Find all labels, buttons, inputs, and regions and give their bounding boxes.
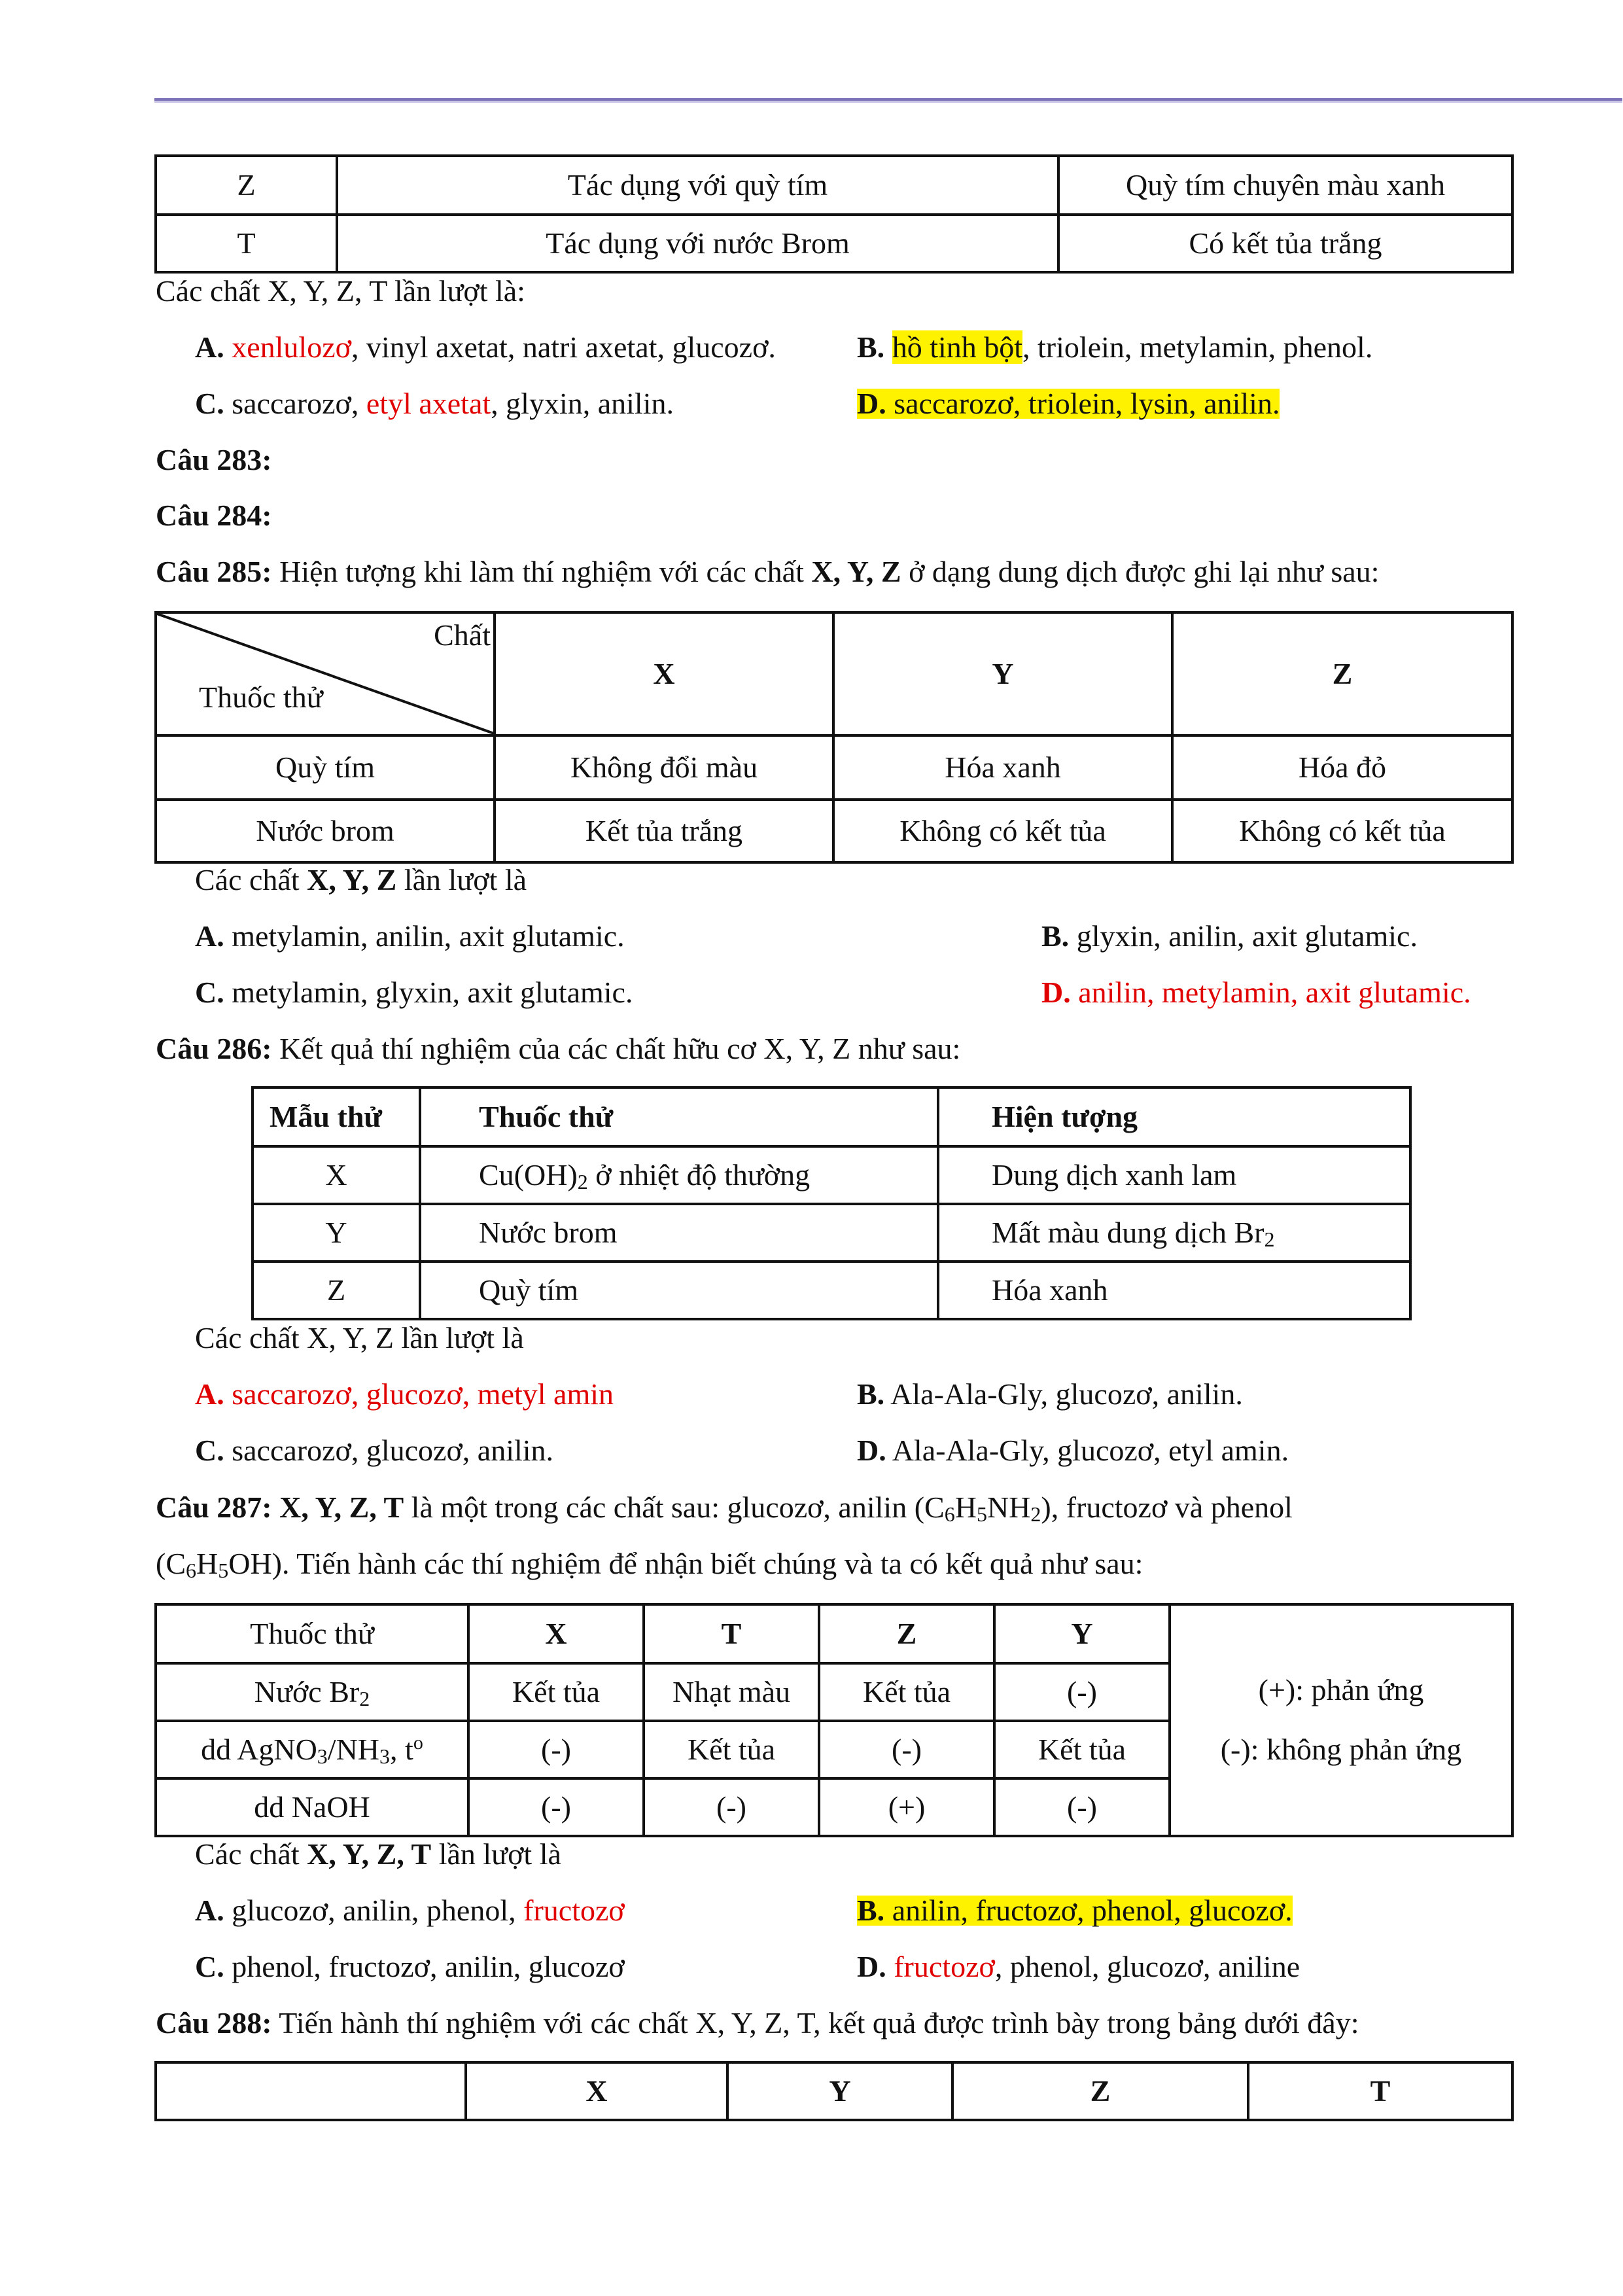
q285-table (154, 611, 1514, 864)
header-cell: Thuốc thử (420, 1087, 938, 1146)
option-text: , glyxin, anilin. (491, 387, 674, 420)
cell-sup: o (413, 1731, 423, 1754)
table-header-row (253, 1087, 1410, 1146)
option-red-text: fructozơ (886, 1950, 995, 1983)
question-stem (195, 865, 527, 895)
stem-bold: X, Y, Z, T (307, 1837, 432, 1871)
intro-text: H (954, 1491, 977, 1524)
option-key: B. (1041, 919, 1070, 953)
option-highlight-text: hồ tinh bột (892, 330, 1023, 364)
header-cell: Y (833, 612, 1172, 735)
header-cell: Y (994, 1604, 1170, 1663)
header-cell: Thuốc thử (156, 1604, 468, 1663)
option-text: glyxin, anilin, axit glutamic. (1069, 919, 1418, 953)
table-cell: (-) (644, 1778, 819, 1836)
table-cell: Z (253, 1262, 420, 1319)
question-title: Câu 285: (156, 555, 272, 588)
header-cell: X (466, 2062, 727, 2120)
q286-table (251, 1086, 1412, 1320)
table-row (253, 1262, 1410, 1319)
option-red-text: fructozơ (523, 1894, 625, 1927)
header-cell: Hiện tượng (938, 1087, 1410, 1146)
table-cell: dd NaOH (156, 1778, 468, 1836)
option-key: D. (1041, 976, 1071, 1009)
intro-text: là một trong các chất sau: glucozơ, anilin (C (404, 1491, 945, 1524)
cell-text: /NH (327, 1732, 380, 1766)
option-key: A. (195, 1894, 224, 1927)
table-cell: Quỳ tím chuyên màu xanh (1058, 156, 1512, 215)
question-title: Câu 286: (156, 1032, 272, 1065)
q288-table (154, 2061, 1514, 2121)
option-c (195, 1952, 625, 1982)
table-header-row (156, 612, 1512, 735)
option-text: glucozơ, anilin, phenol, (224, 1894, 524, 1927)
table-row (156, 215, 1512, 272)
option-text: saccarozơ, triolein, lysin, anilin. (894, 387, 1280, 420)
option-key: C. (195, 1434, 224, 1467)
option-key: D. (857, 1950, 886, 1983)
intro-text: Tiến hành thí nghiệm với các chất X, Y, Z, T, kết quả được trình bày trong bảng dưới đây: (271, 2006, 1359, 2040)
cell-sub: 2 (1264, 1227, 1275, 1251)
table-row (253, 1146, 1410, 1204)
table-cell: Nhạt màu (644, 1663, 819, 1721)
cell-text: dd AgNO (201, 1732, 317, 1766)
header-cell: X (495, 612, 833, 735)
table-row (156, 735, 1512, 800)
option-text: metylamin, glyxin, axit glutamic. (224, 976, 633, 1009)
table-cell: Dung dịch xanh lam (938, 1146, 1410, 1204)
header-cell: T (644, 1604, 819, 1663)
option-text: saccarozơ, glucozơ, anilin. (224, 1434, 554, 1467)
table-cell: Không có kết tủa (1172, 800, 1512, 862)
table-cell: Tác dụng với quỳ tím (337, 156, 1058, 215)
table-cell: Không đổi màu (495, 735, 833, 800)
intro-text: ở dạng dung dịch được ghi lại như sau: (901, 555, 1380, 588)
intro-sub: 5 (218, 1559, 229, 1582)
table-cell: Y (253, 1204, 420, 1262)
option-text: , triolein, metylamin, phenol. (1022, 330, 1373, 364)
table-header-row (156, 1604, 1512, 1663)
table-cell: Nước brom (156, 800, 495, 862)
table-cell: Hóa xanh (938, 1262, 1410, 1319)
option-d (1041, 978, 1471, 1008)
table-cell (938, 1204, 1410, 1262)
table-cell: X (253, 1146, 420, 1204)
header-cell: Mẫu thử (253, 1087, 420, 1146)
option-text: saccarozơ, glucozơ, metyl amin (224, 1377, 614, 1411)
intro-text: ), fructozơ và phenol (1041, 1491, 1293, 1524)
stem-bold: X, Y, Z (307, 863, 397, 896)
option-b (1041, 921, 1418, 951)
table-cell: Có kết tủa trắng (1058, 215, 1512, 272)
header-rule (154, 98, 1622, 101)
table-header-row (156, 2062, 1512, 2120)
option-key: A. (195, 1377, 224, 1411)
option-key: B. (857, 1894, 885, 1927)
corner-top-label: Chất (434, 618, 491, 652)
intro-text: H (196, 1547, 218, 1580)
table-cell: Kết tủa (644, 1721, 819, 1778)
corner-bottom-label: Thuốc thử (199, 680, 323, 715)
option-text: phenol, fructozơ, anilin, glucozơ (224, 1950, 625, 1983)
table-cell (156, 1663, 468, 1721)
option-d (857, 1436, 1289, 1466)
cell-sub: 2 (359, 1686, 370, 1710)
option-b (857, 1896, 1293, 1926)
option-c (195, 978, 633, 1008)
intro-bold: X, Y, Z (811, 555, 901, 588)
cell-text: Mất màu dung dịch Br (992, 1215, 1265, 1249)
intro-text: Kết quả thí nghiệm của các chất hữu cơ X, Y, Z như sau: (271, 1032, 961, 1065)
q287-table (154, 1603, 1514, 1837)
question-title: Câu 284: (156, 499, 272, 532)
cell-text: ở nhiệt độ thường (587, 1157, 811, 1192)
table-cell: Nước brom (420, 1204, 938, 1262)
header-cell: Y (727, 2062, 952, 2120)
header-cell: Z (952, 2062, 1248, 2120)
intro-sub: 6 (186, 1559, 196, 1582)
option-a (195, 1379, 614, 1409)
table-cell: (-) (468, 1778, 644, 1836)
question-stem: Các chất X, Y, Z, T lần lượt là: (156, 274, 525, 308)
intro-bold: X, Y, Z, T (271, 1491, 404, 1524)
top-table (154, 154, 1514, 274)
question-stem: Các chất X, Y, Z lần lượt là (195, 1321, 524, 1354)
table-cell: T (156, 215, 337, 272)
question-title: Câu 288: (156, 2006, 272, 2040)
table-cell: Không có kết tủa (833, 800, 1172, 862)
table-cell: Quỳ tím (156, 735, 495, 800)
question-stem (195, 1839, 561, 1869)
table-cell: (-) (994, 1663, 1170, 1721)
legend-plus: (+): phản ứng (1258, 1673, 1424, 1707)
table-cell: (+) (819, 1778, 994, 1836)
option-text: saccarozơ, (232, 387, 366, 420)
cell-text: Nước Br (254, 1674, 360, 1708)
option-d (857, 389, 1280, 419)
table-cell: (-) (819, 1721, 994, 1778)
table-cell: Quỳ tím (420, 1262, 938, 1319)
option-text: metylamin, anilin, axit glutamic. (224, 919, 625, 953)
option-key: C. (195, 976, 224, 1009)
legend-minus: (-): không phản ứng (1220, 1733, 1462, 1766)
option-text: Ala-Ala-Gly, glucozơ, etyl amin. (886, 1434, 1289, 1467)
question-288-intro (156, 2008, 1359, 2038)
legend-cell (1170, 1604, 1512, 1836)
stem-text: Các chất (195, 1837, 307, 1871)
stem-text: lần lượt là (431, 1837, 561, 1871)
option-c (195, 1436, 553, 1466)
intro-text: OH). Tiến hành các thí nghiệm để nhận biết chúng và ta có kết quả như sau: (228, 1547, 1143, 1580)
option-key: A. (195, 330, 224, 364)
intro-text: (C (156, 1547, 186, 1580)
table-cell (156, 1721, 468, 1778)
option-text: , vinyl axetat, natri axetat, glucozơ. (351, 330, 776, 364)
intro-text: Hiện tượng khi làm thí nghiệm với các chất (271, 555, 812, 588)
table-cell: Kết tủa (819, 1663, 994, 1721)
table-cell: Kết tủa trắng (495, 800, 833, 862)
header-cell: T (1248, 2062, 1512, 2120)
option-key: B. (857, 330, 885, 364)
table-row (253, 1204, 1410, 1262)
cell-text: , t (390, 1732, 413, 1766)
option-key: B. (857, 1377, 885, 1411)
table-cell: Hóa xanh (833, 735, 1172, 800)
table-cell: (-) (468, 1721, 644, 1778)
intro-sub: 5 (976, 1502, 987, 1526)
intro-sub: 6 (944, 1502, 955, 1526)
stem-text: lần lượt là (396, 863, 527, 896)
option-b (857, 332, 1372, 362)
table-cell: Tác dụng với nước Brom (337, 215, 1058, 272)
header-cell: Z (1172, 612, 1512, 735)
option-key: A. (195, 919, 224, 953)
option-text: , phenol, glucozơ, aniline (994, 1950, 1300, 1983)
stem-text: Các chất (195, 863, 307, 896)
option-text: Ala-Ala-Gly, glucozơ, anilin. (884, 1377, 1243, 1411)
option-key: C. (195, 1950, 224, 1983)
option-red-text: xenlulozơ (232, 330, 351, 364)
header-cell: X (468, 1604, 644, 1663)
option-d (857, 1952, 1300, 1982)
option-b (857, 1379, 1243, 1409)
cell-sub: 3 (379, 1744, 391, 1768)
option-key: C. (195, 387, 224, 420)
table-cell: Z (156, 156, 337, 215)
question-286-intro (156, 1034, 960, 1064)
table-cell: (-) (994, 1778, 1170, 1836)
question-title: Câu 283: (156, 443, 272, 476)
table-cell: Kết tủa (994, 1721, 1170, 1778)
question-title: Câu 287: (156, 1491, 272, 1524)
question-287-line1 (156, 1491, 1293, 1526)
header-cell (156, 2062, 466, 2120)
corner-cell (156, 612, 495, 735)
cell-sub: 2 (577, 1169, 588, 1193)
option-c (195, 389, 674, 419)
table-row (156, 800, 1512, 862)
table-row (156, 156, 1512, 215)
table-cell: Hóa đỏ (1172, 735, 1512, 800)
option-text: anilin, fructozơ, phenol, glucozơ. (884, 1894, 1293, 1927)
table-cell (420, 1146, 938, 1204)
intro-sub: 2 (1030, 1502, 1041, 1526)
question-285-intro (156, 557, 1379, 587)
cell-sub: 3 (317, 1744, 328, 1768)
header-cell: Z (819, 1604, 994, 1663)
option-red-text: etyl axetat (366, 387, 491, 420)
intro-text: NH (986, 1491, 1031, 1524)
option-key: D. (857, 387, 886, 420)
option-text: anilin, metylamin, axit glutamic. (1070, 976, 1471, 1009)
option-a (195, 332, 776, 362)
option-a (195, 1896, 625, 1926)
cell-text: Cu(OH) (479, 1157, 578, 1192)
option-key: D. (857, 1434, 886, 1467)
table-cell: Kết tủa (468, 1663, 644, 1721)
question-287-line2 (156, 1547, 1143, 1582)
option-a (195, 921, 625, 951)
